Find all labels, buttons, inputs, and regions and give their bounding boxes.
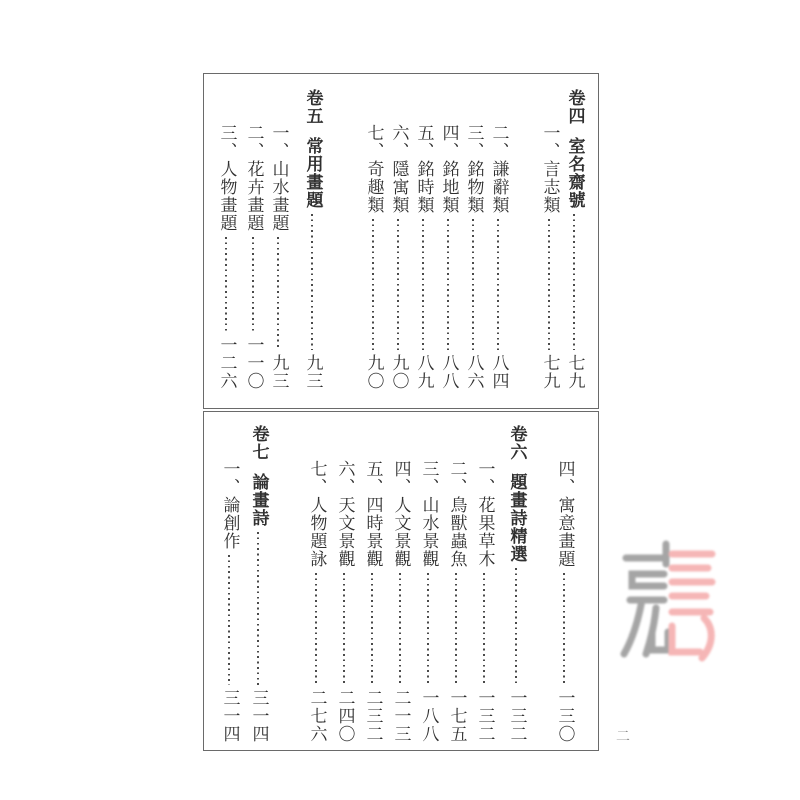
toc-entry-number: 一、 bbox=[474, 460, 495, 496]
toc-entry-number: 四、 bbox=[438, 124, 459, 160]
toc-entry-title: 四時景觀 bbox=[362, 496, 383, 568]
toc-entry-page: 八九 bbox=[413, 354, 434, 390]
dot-leader bbox=[397, 219, 399, 350]
toc-page-bottom bbox=[203, 411, 599, 751]
toc-entry-item bbox=[389, 89, 407, 390]
dot-leader bbox=[548, 219, 550, 350]
toc-entry-title: 寓意畫題 bbox=[554, 496, 575, 568]
dot-leader bbox=[399, 573, 401, 685]
toc-entry-item bbox=[269, 89, 287, 390]
toc-entry-title: 題畫詩精選 bbox=[506, 473, 527, 563]
toc-entry-page: 八四 bbox=[488, 354, 509, 390]
toc-entries-bottom bbox=[204, 412, 598, 750]
toc-entry-page: 九〇 bbox=[388, 354, 409, 390]
dot-leader bbox=[257, 532, 259, 685]
dot-leader bbox=[422, 219, 424, 350]
toc-entry-page: 九三 bbox=[268, 354, 289, 390]
toc-entry-number: 三、 bbox=[418, 460, 439, 496]
toc-entry-number: 七、 bbox=[306, 460, 327, 496]
dot-leader bbox=[225, 237, 227, 332]
toc-entry-title: 奇趣類 bbox=[363, 160, 384, 214]
dot-leader bbox=[573, 214, 575, 350]
toc-entry-number: 七、 bbox=[363, 124, 384, 160]
toc-entry-item bbox=[217, 89, 235, 390]
toc-entry-page: 八六 bbox=[463, 354, 484, 390]
toc-entry-page: 九〇 bbox=[363, 354, 384, 390]
toc-entry-title: 論創作 bbox=[219, 496, 240, 550]
toc-entry-page: 一三二 bbox=[474, 689, 495, 743]
publisher-seal-watermark-icon bbox=[616, 538, 720, 664]
toc-page-top bbox=[203, 73, 599, 409]
toc-entry-page: 一七五 bbox=[446, 689, 467, 743]
dot-leader bbox=[447, 219, 449, 350]
toc-entry-item bbox=[244, 89, 262, 390]
toc-entry-title: 人物題詠 bbox=[306, 496, 327, 568]
toc-entry-item bbox=[489, 89, 507, 390]
toc-entry-volume bbox=[303, 89, 321, 390]
toc-entry-page: 七九 bbox=[564, 354, 585, 390]
toc-entry-number: 三、 bbox=[216, 124, 237, 160]
toc-entry-number: 二、 bbox=[488, 124, 509, 160]
toc-entry-item bbox=[307, 425, 325, 743]
toc-entry-item bbox=[447, 425, 465, 743]
toc-entry-item bbox=[363, 425, 381, 743]
toc-entry-number: 卷四 bbox=[564, 89, 585, 125]
toc-entry-number: 五、 bbox=[362, 460, 383, 496]
toc-entry-title: 花卉畫題 bbox=[243, 160, 264, 232]
toc-entry-item bbox=[220, 425, 238, 743]
dot-leader bbox=[371, 573, 373, 685]
toc-entry-item bbox=[439, 89, 457, 390]
toc-entry-page: 九三 bbox=[302, 354, 323, 390]
toc-entry-page: 一一〇 bbox=[243, 336, 264, 390]
toc-entry-page: 三一四 bbox=[248, 689, 269, 743]
toc-entry-volume bbox=[565, 89, 583, 390]
toc-entry-title: 論畫詩 bbox=[248, 473, 269, 527]
toc-entry-number: 二、 bbox=[446, 460, 467, 496]
toc-entry-number: 一、 bbox=[539, 124, 560, 160]
toc-entry-title: 謙辭類 bbox=[488, 160, 509, 214]
dot-leader bbox=[455, 573, 457, 685]
toc-entry-page: 一三〇 bbox=[554, 689, 575, 743]
toc-entry-title: 銘時類 bbox=[413, 160, 434, 214]
dot-leader bbox=[372, 219, 374, 350]
dot-leader bbox=[472, 219, 474, 350]
toc-entry-title: 室名齋號 bbox=[564, 137, 585, 209]
toc-entry-number: 卷七 bbox=[248, 425, 269, 461]
toc-entry-item bbox=[540, 89, 558, 390]
toc-entry-number: 六、 bbox=[388, 124, 409, 160]
toc-entry-item bbox=[475, 425, 493, 743]
toc-entry-number: 一、 bbox=[219, 460, 240, 496]
toc-entry-title: 隱寓類 bbox=[388, 160, 409, 214]
toc-entry-title: 人文景觀 bbox=[390, 496, 411, 568]
toc-entry-item bbox=[464, 89, 482, 390]
toc-entry-number: 六、 bbox=[334, 460, 355, 496]
toc-entry-page: 一二六 bbox=[216, 336, 237, 390]
toc-entry-page: 二四〇 bbox=[334, 689, 355, 743]
dot-leader bbox=[228, 555, 230, 685]
toc-entry-item bbox=[335, 425, 353, 743]
toc-entry-item bbox=[555, 425, 573, 743]
toc-entry-number: 五、 bbox=[413, 124, 434, 160]
toc-entry-page: 一八八 bbox=[418, 689, 439, 743]
toc-entry-number: 四、 bbox=[554, 460, 575, 496]
toc-entry-number: 一、 bbox=[268, 124, 289, 160]
toc-entry-title: 山水景觀 bbox=[418, 496, 439, 568]
toc-entry-item bbox=[419, 425, 437, 743]
toc-entry-title: 天文景觀 bbox=[334, 496, 355, 568]
dot-leader bbox=[497, 219, 499, 350]
toc-entries-top bbox=[204, 74, 598, 408]
toc-entry-title: 言志類 bbox=[539, 160, 560, 214]
dot-leader bbox=[515, 568, 517, 685]
toc-entry-title: 銘地類 bbox=[438, 160, 459, 214]
toc-entry-number: 卷五 bbox=[302, 89, 323, 125]
toc-entry-page: 二七六 bbox=[306, 689, 327, 743]
toc-entry-title: 常用畫題 bbox=[302, 137, 323, 209]
dot-leader bbox=[483, 573, 485, 685]
toc-entry-number: 四、 bbox=[390, 460, 411, 496]
toc-entry-page: 三一四 bbox=[219, 689, 240, 743]
toc-entry-page: 二三二 bbox=[362, 689, 383, 743]
toc-entry-title: 人物畫題 bbox=[216, 160, 237, 232]
toc-entry-item bbox=[414, 89, 432, 390]
folio-page-number: 二 bbox=[616, 729, 630, 745]
toc-entry-volume bbox=[507, 425, 525, 743]
toc-entry-number: 三、 bbox=[463, 124, 484, 160]
toc-entry-page: 七九 bbox=[539, 354, 560, 390]
toc-entry-volume bbox=[249, 425, 267, 743]
toc-entry-page: 一三二 bbox=[506, 689, 527, 743]
toc-entry-item bbox=[391, 425, 409, 743]
dot-leader bbox=[563, 573, 565, 685]
toc-entry-title: 鳥獸蟲魚 bbox=[446, 496, 467, 568]
dot-leader bbox=[252, 237, 254, 332]
toc-entry-item bbox=[364, 89, 382, 390]
toc-entry-page: 二一三 bbox=[390, 689, 411, 743]
toc-entry-page: 八八 bbox=[438, 354, 459, 390]
toc-entry-number: 卷六 bbox=[506, 425, 527, 461]
toc-entry-title: 山水畫題 bbox=[268, 160, 289, 232]
dot-leader bbox=[315, 573, 317, 685]
toc-entry-title: 銘物類 bbox=[463, 160, 484, 214]
dot-leader bbox=[311, 214, 313, 350]
toc-entry-number: 二、 bbox=[243, 124, 264, 160]
dot-leader bbox=[343, 573, 345, 685]
dot-leader bbox=[277, 237, 279, 350]
dot-leader bbox=[427, 573, 429, 685]
toc-entry-title: 花果草木 bbox=[474, 496, 495, 568]
